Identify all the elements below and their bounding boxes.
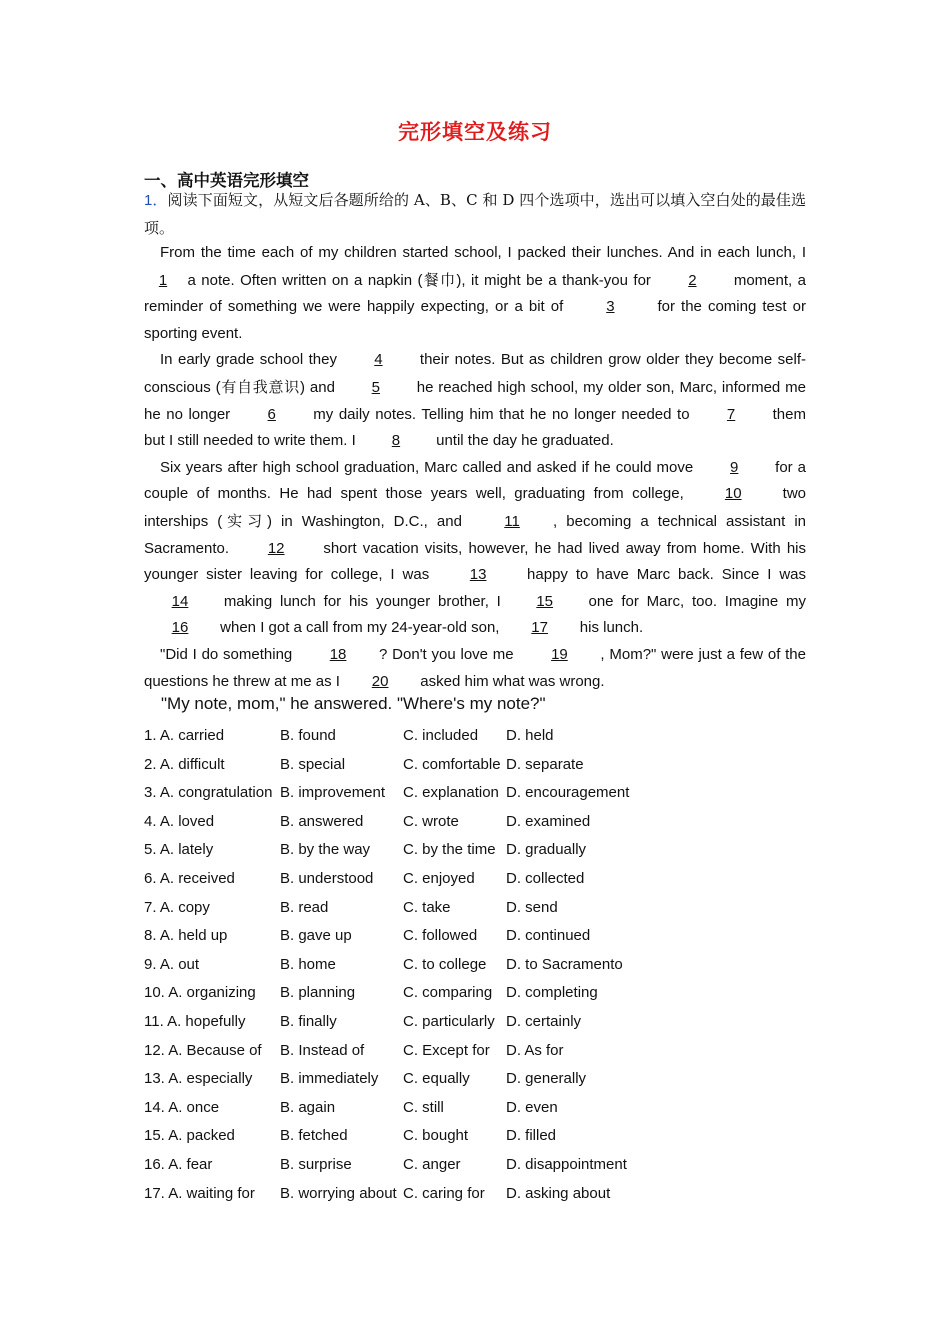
blank-4: 4 (374, 351, 383, 369)
option-a: 4. A. loved (144, 812, 215, 830)
text: for a couple of months. He had spent those years well, graduating from college, (144, 458, 806, 503)
option-d: D. separate (506, 755, 584, 773)
option-a: 17. A. waiting for (144, 1184, 255, 1202)
option-d: D. held (506, 727, 554, 744)
option-row (144, 1152, 704, 1181)
text: them but I still needed to write them. I (144, 405, 806, 450)
option-row (144, 1123, 704, 1152)
blank-1: 1 (158, 271, 168, 289)
option-b: B. Instead of (280, 1041, 365, 1059)
option-b: B. gave up (280, 927, 352, 945)
option-row (144, 923, 704, 952)
option-d: D. examined (506, 812, 591, 830)
option-d: D. As for (506, 1041, 564, 1059)
text: for the coming test or sporting event. (144, 298, 806, 342)
text: moment, a reminder of something we were happily expecting, or a bit of (144, 271, 806, 316)
question-instruction (144, 187, 806, 241)
option-b: B. special (280, 755, 346, 773)
option-c: C. enjoyed (403, 869, 475, 887)
option-c: C. followed (403, 927, 478, 945)
option-row (144, 952, 704, 981)
option-b: B. surprise (280, 1155, 352, 1173)
paragraph-2 (144, 347, 806, 454)
option-c: C. wrote (403, 812, 459, 830)
text: , Mom?" were just a few of the questions he threw at me as I (144, 645, 806, 690)
text: ) and (300, 378, 340, 396)
option-a: 9. A. out (144, 955, 200, 973)
blank-13: 13 (469, 566, 487, 584)
option-d: D. completing (506, 984, 598, 1002)
text: he reached high school, my older son, Marc, informed me he no longer (144, 378, 806, 423)
option-a: 16. A. fear (144, 1155, 213, 1173)
text: his lunch. (575, 619, 644, 637)
blank-16: 16 (171, 619, 189, 637)
option-d: D. gradually (506, 841, 587, 859)
text: their notes. But as children grow older they become self-conscious ( (144, 351, 806, 396)
paragraph-4 (144, 642, 806, 695)
closing-line: "My note, mom," he answered. "Where's my note?" (161, 694, 546, 713)
blank-9: 9 (730, 458, 739, 476)
option-d: D. even (506, 1098, 558, 1116)
text: In early grade school they (160, 351, 343, 369)
option-d: D. collected (506, 869, 585, 887)
option-row (144, 1038, 704, 1067)
instruction-text: 阅读下面短文，从短文后各题所给的 A、B、C 和 D 四个选项中，选出可以填入空白处的最佳选项。 (144, 191, 806, 237)
option-a: 6. A. received (144, 869, 235, 887)
option-a: 1. A. carried (144, 727, 225, 744)
option-c: C. comparing (403, 984, 493, 1002)
option-row (144, 1181, 704, 1210)
text: one for Marc, too. Imagine my (580, 592, 806, 610)
option-b: B. by the way (280, 841, 371, 859)
text: when I got a call from my 24-year-old son, (216, 619, 504, 637)
option-d: D. encouragement (506, 784, 630, 802)
option-b: B. fetched (280, 1127, 348, 1145)
option-a: 5. A. lately (144, 841, 214, 859)
paragraph-3 (144, 455, 806, 642)
blank-14: 14 (171, 592, 189, 610)
option-a: 11. A. hopefully (144, 1012, 246, 1030)
option-c: C. still (403, 1098, 444, 1116)
option-row (144, 780, 704, 809)
option-c: C. Except for (403, 1041, 490, 1059)
text: my daily notes. Telling him that he no longer needed to (307, 405, 696, 423)
option-b: B. immediately (280, 1070, 379, 1088)
option-a: 14. A. once (144, 1098, 220, 1116)
blank-18: 18 (329, 645, 347, 663)
option-a: 2. A. difficult (144, 755, 225, 773)
blank-10: 10 (724, 485, 742, 503)
text: , becoming a technical assistant in Sacramento. (144, 512, 806, 557)
option-d: D. continued (506, 927, 591, 945)
option-c: C. to college (403, 955, 487, 973)
text: Six years after high school graduation, Marc called and asked if he could move (160, 458, 699, 476)
option-b: B. planning (280, 984, 356, 1002)
blank-5: 5 (371, 378, 380, 396)
text: a note. Often written on a napkin ( (182, 271, 423, 289)
option-d: D. asking about (506, 1184, 611, 1202)
option-c: C. take (403, 898, 451, 916)
blank-19: 19 (551, 645, 568, 663)
option-row (144, 980, 704, 1009)
option-row (144, 895, 704, 924)
blank-15: 15 (536, 592, 554, 610)
option-row (144, 1009, 704, 1038)
option-a: 10. A. organizing (144, 984, 256, 1002)
option-c: C. bought (403, 1127, 469, 1145)
chinese-gloss: 实习 (222, 511, 267, 530)
option-d: D. send (506, 898, 558, 916)
option-b: B. home (280, 955, 336, 973)
blank-8: 8 (391, 432, 401, 450)
option-c: C. caring for (403, 1184, 485, 1202)
option-row (144, 809, 704, 838)
option-b: B. understood (280, 869, 374, 887)
question-number: 1． (144, 192, 168, 209)
option-c: C. included (403, 727, 479, 744)
blank-12: 12 (267, 539, 285, 557)
blank-7: 7 (726, 405, 736, 423)
text: ? Don't you love me (379, 645, 519, 663)
option-row (144, 866, 704, 895)
option-b: B. found (280, 727, 336, 744)
text: happy to have Marc back. Since I was (519, 566, 806, 584)
text: ) in Washington, D.C., and (266, 512, 472, 530)
options-list (144, 723, 704, 1209)
passage (144, 240, 806, 695)
blank-11: 11 (504, 512, 520, 530)
text: From the time each of my children started school, I packed their lunches. And in each lunch, I (160, 244, 806, 261)
chinese-gloss: 有自我意识 (220, 377, 300, 396)
option-b: B. again (280, 1098, 336, 1116)
option-d: D. filled (506, 1127, 557, 1145)
option-a: 15. A. packed (144, 1127, 235, 1145)
text: asked him what was wrong. (416, 672, 605, 690)
option-b: B. worrying about (280, 1184, 397, 1202)
text: short vacation visits, however, he had lived away from home. With his younger sister leaving for college, I was (144, 539, 806, 584)
option-a: 8. A. held up (144, 927, 228, 945)
text: two interships ( (144, 485, 807, 530)
option-d: D. certainly (506, 1012, 582, 1030)
option-b: B. answered (280, 812, 364, 830)
option-d: D. disappointment (506, 1155, 627, 1173)
option-c: C. anger (403, 1155, 461, 1173)
option-d: D. to Sacramento (506, 955, 623, 973)
option-row (144, 1095, 704, 1124)
chinese-gloss: 餐巾 (422, 270, 457, 289)
option-d: D. generally (506, 1070, 587, 1088)
option-b: B. finally (280, 1012, 337, 1030)
paragraph-1 (144, 240, 806, 347)
text: until the day he graduated. (431, 432, 614, 450)
text: ), it might be a thank-you for (456, 271, 657, 289)
option-b: B. improvement (280, 784, 386, 802)
section-heading: 一、高中英语完形填空 (144, 171, 309, 190)
option-c: C. explanation (403, 784, 499, 802)
option-a: 3. A. congratulation (144, 784, 273, 802)
blank-20: 20 (371, 672, 389, 690)
option-c: C. equally (403, 1070, 470, 1088)
option-c: C. comfortable (403, 755, 501, 773)
blank-3: 3 (606, 298, 615, 316)
option-b: B. read (280, 898, 329, 916)
option-row (144, 752, 704, 781)
option-row (144, 723, 704, 752)
blank-2: 2 (688, 271, 697, 289)
option-c: C. particularly (403, 1012, 495, 1030)
option-a: 7. A. copy (144, 898, 210, 916)
option-a: 12. A. Because of (144, 1041, 262, 1059)
document-title: 完形填空及练习 (398, 120, 552, 144)
text: making lunch for his younger brother, I (216, 592, 509, 610)
option-a: 13. A. especially (144, 1070, 253, 1088)
text: "Did I do something (160, 645, 298, 663)
blank-6: 6 (267, 405, 276, 423)
option-c: C. by the time (403, 841, 496, 859)
option-row (144, 1066, 704, 1095)
blank-17: 17 (531, 619, 548, 637)
option-row (144, 837, 704, 866)
